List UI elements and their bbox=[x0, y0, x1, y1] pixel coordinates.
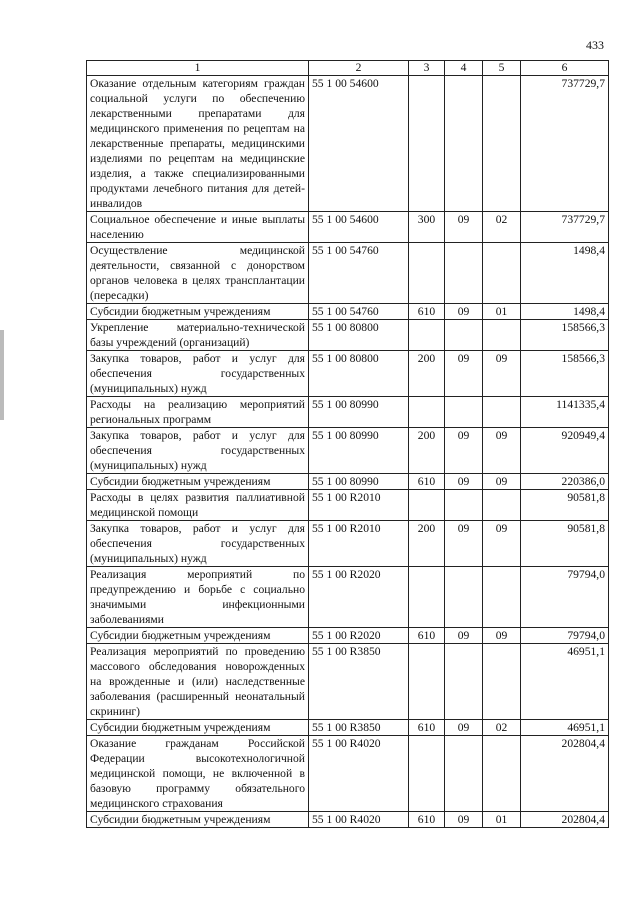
section-code-cell: 09 bbox=[445, 351, 483, 397]
subsection-code-cell bbox=[483, 736, 521, 812]
section-code-cell bbox=[445, 76, 483, 212]
scan-edge-shadow bbox=[0, 330, 4, 420]
section-code-cell bbox=[445, 490, 483, 521]
section-code-cell: 09 bbox=[445, 628, 483, 644]
expense-type-cell: 300 bbox=[409, 212, 445, 243]
subsection-code-cell bbox=[483, 76, 521, 212]
row-name-cell: Укрепление материально-технической базы учреждений (организаций) bbox=[87, 320, 309, 351]
budget-table bbox=[86, 60, 609, 828]
table-row bbox=[87, 76, 609, 212]
subsection-code-cell bbox=[483, 567, 521, 628]
section-code-cell bbox=[445, 320, 483, 351]
row-name-cell: Закупка товаров, работ и услуг для обеспечения государственных (муниципальных) нужд bbox=[87, 351, 309, 397]
subsection-code-cell: 01 bbox=[483, 812, 521, 828]
amount-cell: 737729,7 bbox=[521, 212, 609, 243]
subsection-code-cell: 02 bbox=[483, 720, 521, 736]
amount-cell: 158566,3 bbox=[521, 351, 609, 397]
subsection-code-cell bbox=[483, 320, 521, 351]
amount-cell: 920949,4 bbox=[521, 428, 609, 474]
expense-type-cell bbox=[409, 736, 445, 812]
column-header: 3 bbox=[409, 61, 445, 76]
expense-type-cell: 610 bbox=[409, 474, 445, 490]
column-number-row bbox=[87, 61, 609, 76]
expense-type-cell: 610 bbox=[409, 720, 445, 736]
row-name-cell: Расходы в целях развития паллиативной медицинской помощи bbox=[87, 490, 309, 521]
amount-cell: 90581,8 bbox=[521, 521, 609, 567]
amount-cell: 1141335,4 bbox=[521, 397, 609, 428]
row-name-cell: Оказание гражданам Российской Федерации высокотехнологичной медицинской помощи, не включенной в базовую программу обязательного медицинского страхования bbox=[87, 736, 309, 812]
row-name-cell: Субсидии бюджетным учреждениям bbox=[87, 812, 309, 828]
subsection-code-cell: 09 bbox=[483, 474, 521, 490]
target-code-cell: 55 1 00 R2010 bbox=[309, 521, 409, 567]
row-name-cell: Социальное обеспечение и иные выплаты населению bbox=[87, 212, 309, 243]
row-name-cell: Закупка товаров, работ и услуг для обеспечения государственных (муниципальных) нужд bbox=[87, 521, 309, 567]
section-code-cell bbox=[445, 644, 483, 720]
table-row bbox=[87, 351, 609, 397]
amount-cell: 79794,0 bbox=[521, 567, 609, 628]
column-header: 5 bbox=[483, 61, 521, 76]
subsection-code-cell: 02 bbox=[483, 212, 521, 243]
amount-cell: 90581,8 bbox=[521, 490, 609, 521]
amount-cell: 79794,0 bbox=[521, 628, 609, 644]
column-header: 2 bbox=[309, 61, 409, 76]
target-code-cell: 55 1 00 54600 bbox=[309, 212, 409, 243]
row-name-cell: Расходы на реализацию мероприятий региональных программ bbox=[87, 397, 309, 428]
subsection-code-cell: 09 bbox=[483, 428, 521, 474]
target-code-cell: 55 1 00 80990 bbox=[309, 474, 409, 490]
expense-type-cell: 610 bbox=[409, 812, 445, 828]
subsection-code-cell: 09 bbox=[483, 351, 521, 397]
section-code-cell bbox=[445, 243, 483, 304]
amount-cell: 46951,1 bbox=[521, 720, 609, 736]
table-row bbox=[87, 567, 609, 628]
row-name-cell: Субсидии бюджетным учреждениям bbox=[87, 304, 309, 320]
table-row bbox=[87, 812, 609, 828]
amount-cell: 202804,4 bbox=[521, 736, 609, 812]
target-code-cell: 55 1 00 R3850 bbox=[309, 720, 409, 736]
target-code-cell: 55 1 00 54760 bbox=[309, 243, 409, 304]
target-code-cell: 55 1 00 80990 bbox=[309, 397, 409, 428]
column-header: 1 bbox=[87, 61, 309, 76]
amount-cell: 220386,0 bbox=[521, 474, 609, 490]
subsection-code-cell: 09 bbox=[483, 521, 521, 567]
target-code-cell: 55 1 00 R2020 bbox=[309, 567, 409, 628]
target-code-cell: 55 1 00 R4020 bbox=[309, 812, 409, 828]
expense-type-cell bbox=[409, 490, 445, 521]
target-code-cell: 55 1 00 R2010 bbox=[309, 490, 409, 521]
amount-cell: 1498,4 bbox=[521, 243, 609, 304]
section-code-cell: 09 bbox=[445, 304, 483, 320]
section-code-cell: 09 bbox=[445, 474, 483, 490]
target-code-cell: 55 1 00 54600 bbox=[309, 76, 409, 212]
target-code-cell: 55 1 00 R2020 bbox=[309, 628, 409, 644]
expense-type-cell: 200 bbox=[409, 351, 445, 397]
section-code-cell: 09 bbox=[445, 812, 483, 828]
table-row bbox=[87, 521, 609, 567]
row-name-cell: Субсидии бюджетным учреждениям bbox=[87, 474, 309, 490]
amount-cell: 46951,1 bbox=[521, 644, 609, 720]
expense-type-cell bbox=[409, 243, 445, 304]
section-code-cell: 09 bbox=[445, 212, 483, 243]
target-code-cell: 55 1 00 R3850 bbox=[309, 644, 409, 720]
expense-type-cell: 200 bbox=[409, 521, 445, 567]
target-code-cell: 55 1 00 54760 bbox=[309, 304, 409, 320]
target-code-cell: 55 1 00 R4020 bbox=[309, 736, 409, 812]
expense-type-cell: 610 bbox=[409, 304, 445, 320]
subsection-code-cell: 01 bbox=[483, 304, 521, 320]
row-name-cell: Закупка товаров, работ и услуг для обеспечения государственных (муниципальных) нужд bbox=[87, 428, 309, 474]
section-code-cell: 09 bbox=[445, 720, 483, 736]
amount-cell: 737729,7 bbox=[521, 76, 609, 212]
target-code-cell: 55 1 00 80800 bbox=[309, 351, 409, 397]
table-row bbox=[87, 736, 609, 812]
amount-cell: 158566,3 bbox=[521, 320, 609, 351]
subsection-code-cell bbox=[483, 397, 521, 428]
expense-type-cell: 610 bbox=[409, 628, 445, 644]
page-number: 433 bbox=[586, 38, 604, 52]
row-name-cell: Субсидии бюджетным учреждениям bbox=[87, 720, 309, 736]
row-name-cell: Реализация мероприятий по проведению массового обследования новорожденных на врожденные и (или) наследственные заболевания (расширенный неонатальный скрининг) bbox=[87, 644, 309, 720]
subsection-code-cell bbox=[483, 490, 521, 521]
target-code-cell: 55 1 00 80800 bbox=[309, 320, 409, 351]
table-row bbox=[87, 304, 609, 320]
row-name-cell: Осуществление медицинской деятельности, связанной с донорством органов человека в целях трансплантации (пересадки) bbox=[87, 243, 309, 304]
table-row bbox=[87, 644, 609, 720]
section-code-cell: 09 bbox=[445, 521, 483, 567]
amount-cell: 202804,4 bbox=[521, 812, 609, 828]
table-row bbox=[87, 474, 609, 490]
expense-type-cell bbox=[409, 320, 445, 351]
row-name-cell: Оказание отдельным категориям граждан социальной услуги по обеспечению лекарственными препаратами для медицинского применения по рецептам на лекарственные препараты, медицинскими изделиями по рецептам на медицинские изделия, а также специализированными продуктами лечебного питания для детей-инвалидов bbox=[87, 76, 309, 212]
row-name-cell: Реализация мероприятий по предупреждению и борьбе с социально значимыми инфекционными заболеваниями bbox=[87, 567, 309, 628]
section-code-cell bbox=[445, 397, 483, 428]
table-row bbox=[87, 628, 609, 644]
column-header: 4 bbox=[445, 61, 483, 76]
expense-type-cell bbox=[409, 76, 445, 212]
table-row bbox=[87, 212, 609, 243]
column-header: 6 bbox=[521, 61, 609, 76]
subsection-code-cell: 09 bbox=[483, 628, 521, 644]
expense-type-cell: 200 bbox=[409, 428, 445, 474]
section-code-cell: 09 bbox=[445, 428, 483, 474]
section-code-cell bbox=[445, 567, 483, 628]
expense-type-cell bbox=[409, 567, 445, 628]
subsection-code-cell bbox=[483, 243, 521, 304]
amount-cell: 1498,4 bbox=[521, 304, 609, 320]
table-row bbox=[87, 243, 609, 304]
table-row bbox=[87, 428, 609, 474]
table-row bbox=[87, 320, 609, 351]
row-name-cell: Субсидии бюджетным учреждениям bbox=[87, 628, 309, 644]
target-code-cell: 55 1 00 80990 bbox=[309, 428, 409, 474]
expense-type-cell bbox=[409, 397, 445, 428]
table-row bbox=[87, 397, 609, 428]
expense-type-cell bbox=[409, 644, 445, 720]
subsection-code-cell bbox=[483, 644, 521, 720]
table-row bbox=[87, 490, 609, 521]
section-code-cell bbox=[445, 736, 483, 812]
table-row bbox=[87, 720, 609, 736]
